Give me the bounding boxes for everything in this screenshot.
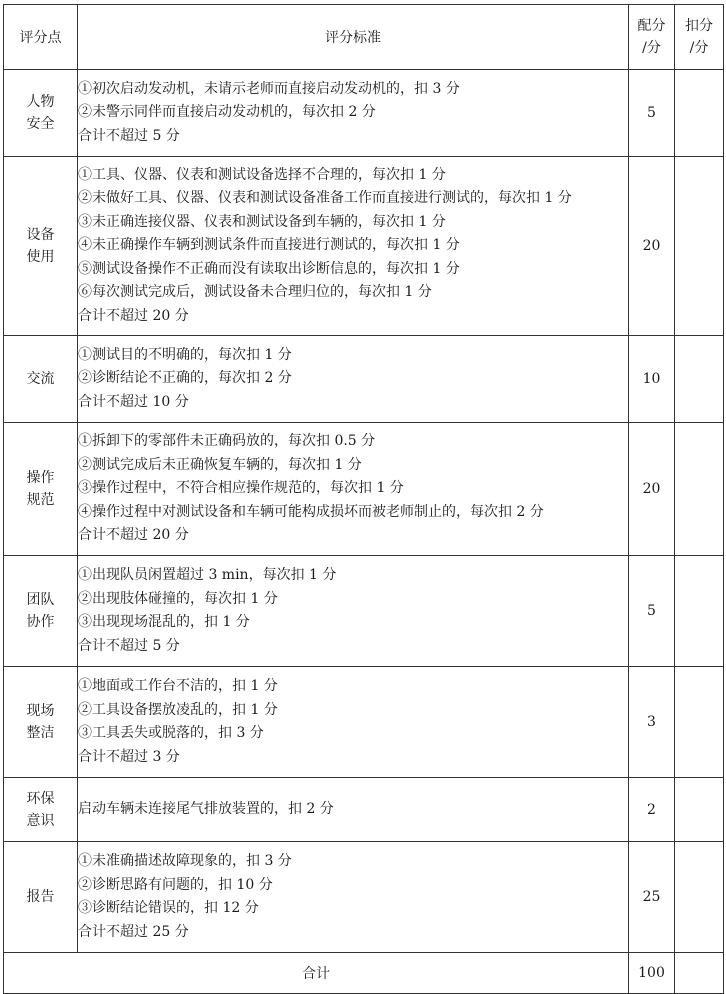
criteria-line: 合计不超过 25 分: [78, 923, 189, 940]
scoring-point-cell: [4, 667, 78, 778]
scoring-point-cell: [4, 157, 78, 336]
table-row: [4, 70, 724, 157]
scoring-point-text: 报告: [26, 889, 55, 905]
scoring-table: [3, 4, 724, 994]
criteria-line: ②诊断结论不正确的，每次扣 2 分: [78, 370, 292, 387]
criteria-line: ③未正确连接仪器、仪表和测试设备到车辆的，每次扣 1 分: [78, 213, 446, 230]
table-row: [4, 336, 724, 423]
scoring-point-text: 意识: [26, 812, 55, 829]
criteria-line: 合计不超过 3 分: [78, 748, 180, 765]
criteria-cell: [78, 556, 629, 667]
deduct-cell[interactable]: [675, 70, 724, 157]
deduct-cell[interactable]: [675, 842, 724, 953]
criteria-cell: [78, 842, 629, 953]
criteria-cell: [78, 70, 629, 157]
criteria-line: ③工具丢失或脱落的，扣 3 分: [78, 725, 264, 741]
criteria-line: 合计不超过 5 分: [78, 637, 180, 654]
criteria-line: ⑤测试设备操作不正确而没有读取出诊断信息的，每次扣 1 分: [78, 260, 460, 277]
criteria-line: ②诊断思路有问题的，扣 10 分: [78, 876, 273, 893]
total-label: 合计: [4, 953, 629, 994]
score-cell: 25: [629, 842, 675, 953]
table-row: [4, 423, 724, 556]
scoring-point-text: 团队: [26, 592, 55, 608]
scoring-point-cell: [4, 70, 78, 157]
criteria-line: ①未准确描述故障现象的，扣 3 分: [78, 853, 292, 869]
criteria-line: 启动车辆未连接尾气排放装置的，扣 2 分: [78, 800, 334, 817]
criteria-line: ①测试目的不明确的，每次扣 1 分: [78, 346, 292, 363]
criteria-line: ③诊断结论错误的，扣 12 分: [78, 900, 259, 916]
total-score: 100: [629, 953, 675, 994]
criteria-line: ①地面或工作台不洁的，扣 1 分: [78, 678, 278, 694]
deduct-cell[interactable]: [675, 778, 724, 842]
criteria-line: ④未正确操作车辆到测试条件而直接进行测试的，每次扣 1 分: [78, 237, 460, 254]
score-cell: 5: [629, 70, 675, 157]
criteria-cell: [78, 778, 629, 842]
header-row: [4, 5, 724, 70]
scoring-point-text: 交流: [26, 371, 55, 387]
scoring-point-cell: [4, 423, 78, 556]
criteria-cell: [78, 336, 629, 423]
deduct-cell[interactable]: [675, 336, 724, 423]
total-deduct[interactable]: [675, 953, 724, 994]
deduct-cell[interactable]: [675, 423, 724, 556]
header-deduct: [675, 5, 724, 70]
criteria-line: ②测试完成后未正确恢复车辆的，每次扣 1 分: [78, 456, 362, 473]
criteria-cell: [78, 157, 629, 336]
header-deduct-line2: /分: [689, 40, 709, 56]
header-deduct-line1: 扣分: [685, 18, 713, 34]
scoring-point-text: 操作: [26, 470, 55, 486]
scoring-point-text: 整洁: [26, 725, 55, 741]
scoring-point-text: 设备: [26, 227, 55, 243]
score-cell: 5: [629, 556, 675, 667]
criteria-line: ①初次启动发动机，未请示老师而直接启动发动机的，扣 3 分: [78, 80, 460, 97]
score-cell: 2: [629, 778, 675, 842]
criteria-line: 合计不超过 20 分: [78, 527, 189, 544]
table-row: [4, 556, 724, 667]
header-score-line2: /分: [642, 40, 661, 56]
score-cell: 20: [629, 157, 675, 336]
scoring-point-text: 规范: [26, 492, 55, 508]
criteria-line: ②工具设备摆放凌乱的，扣 1 分: [78, 701, 278, 718]
deduct-cell[interactable]: [675, 667, 724, 778]
criteria-cell: [78, 667, 629, 778]
header-score-line1: 配分: [637, 18, 666, 34]
scoring-point-text: 环保: [26, 790, 55, 807]
criteria-cell: [78, 423, 629, 556]
score-cell: 3: [629, 667, 675, 778]
table-row: [4, 157, 724, 336]
total-row: [4, 953, 724, 994]
criteria-line: 合计不超过 5 分: [78, 127, 180, 144]
scoring-point-text: 现场: [26, 703, 55, 719]
header-point: 评分点: [4, 5, 78, 70]
criteria-line: ②出现肢体碰撞的，每次扣 1 分: [78, 590, 278, 607]
score-cell: 20: [629, 423, 675, 556]
criteria-line: ③出现现场混乱的，扣 1 分: [78, 614, 250, 630]
deduct-cell[interactable]: [675, 157, 724, 336]
criteria-line: 合计不超过 10 分: [78, 393, 189, 410]
scoring-point-cell: [4, 556, 78, 667]
table-row: [4, 842, 724, 953]
scoring-point-cell: [4, 778, 78, 842]
criteria-line: ③操作过程中，不符合相应操作规范的，每次扣 1 分: [78, 480, 404, 497]
deduct-cell[interactable]: [675, 556, 724, 667]
scoring-point-text: 安全: [26, 116, 55, 132]
table-row: [4, 667, 724, 778]
header-score: [629, 5, 675, 70]
score-cell: 10: [629, 336, 675, 423]
table-row: [4, 778, 724, 842]
scoring-point-text: 人物: [26, 94, 55, 110]
criteria-line: ②未做好工具、仪器、仪表和测试设备准备工作而直接进行测试的，每次扣 1 分: [78, 190, 572, 207]
scoring-point-cell: [4, 842, 78, 953]
criteria-line: ④操作过程中对测试设备和车辆可能构成损坏而被老师制止的，每次扣 2 分: [78, 503, 544, 520]
criteria-line: ①工具、仪器、仪表和测试设备选择不合理的，每次扣 1 分: [78, 166, 446, 183]
criteria-line: ⑥每次测试完成后，测试设备未合理归位的，每次扣 1 分: [78, 284, 432, 301]
criteria-line: ②未警示同伴而直接启动发动机的，每次扣 2 分: [78, 104, 376, 121]
criteria-line: ①出现队员闲置超过 3 min，每次扣 1 分: [78, 567, 337, 583]
criteria-line: ①拆卸下的零部件未正确码放的，每次扣 0.5 分: [78, 433, 376, 450]
criteria-line: 合计不超过 20 分: [78, 307, 189, 324]
header-criteria: 评分标准: [78, 5, 629, 70]
scoring-point-text: 协作: [26, 614, 55, 630]
scoring-point-cell: [4, 336, 78, 423]
scoring-point-text: 使用: [26, 249, 55, 265]
